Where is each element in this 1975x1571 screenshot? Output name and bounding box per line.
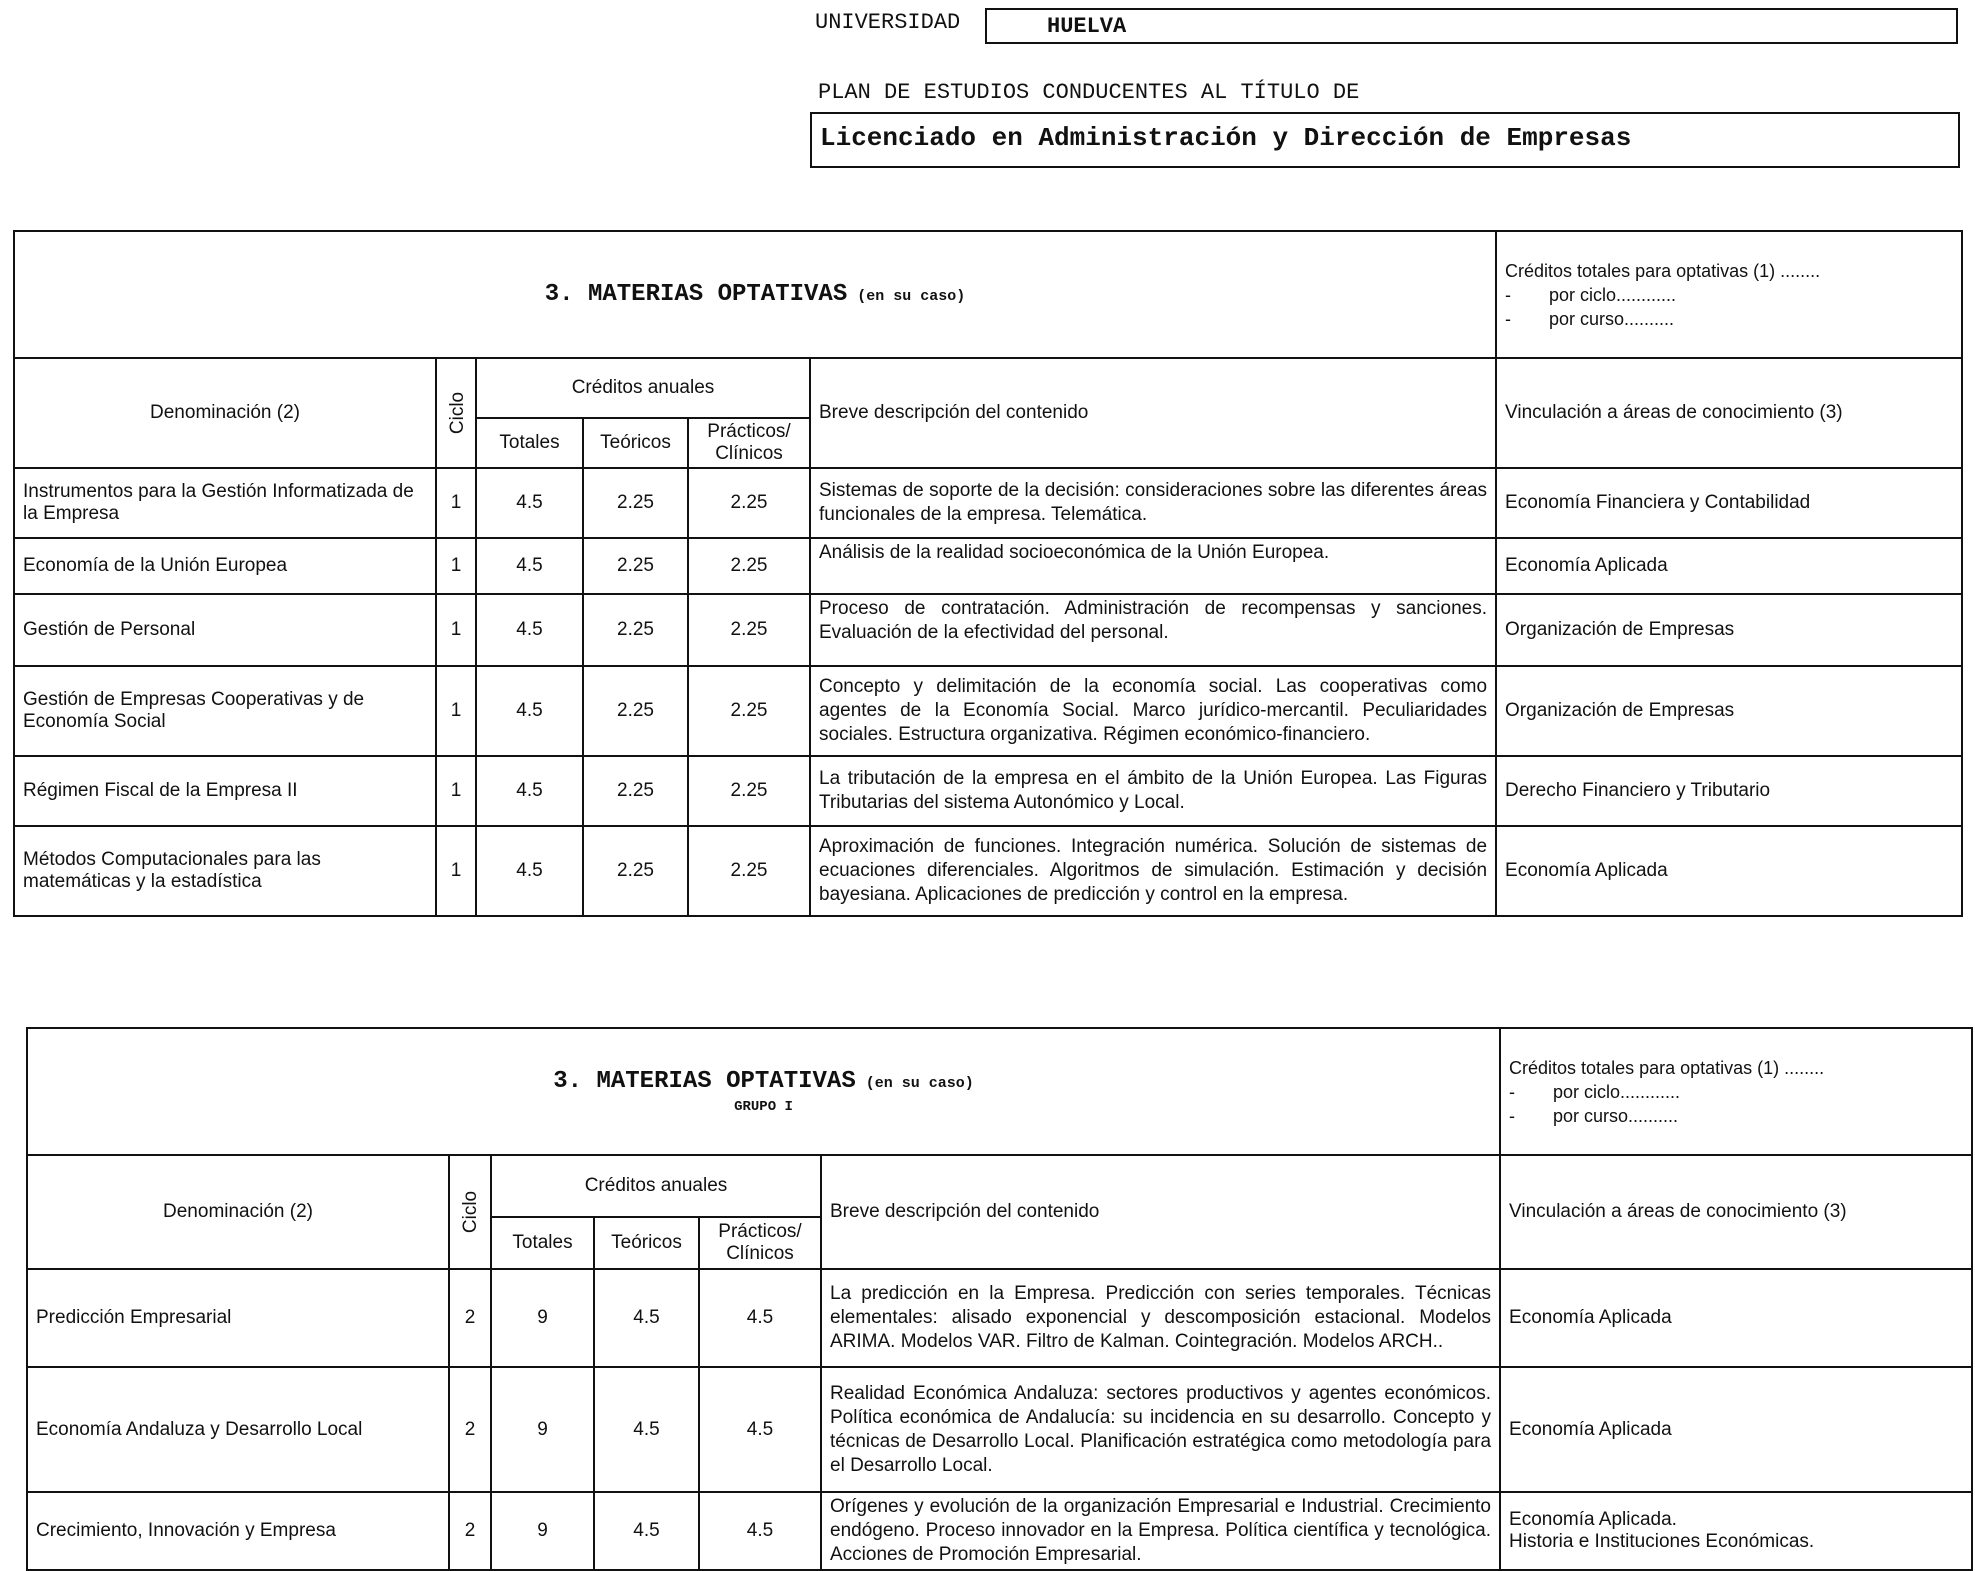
por-ciclo-line: por ciclo............: [1549, 284, 1677, 305]
col-vinculacion: Vinculación a áreas de conocimiento (3): [1496, 358, 1962, 468]
practicos-cell: 2.25: [688, 594, 810, 666]
teoricos-cell: 2.25: [583, 826, 688, 916]
ciclo-cell: 1: [436, 594, 476, 666]
section-title-cell: [27, 1028, 1500, 1155]
ciclo-cell: 1: [436, 538, 476, 594]
area-line: Economía Aplicada: [1509, 1418, 1672, 1440]
col-ciclo-label: Ciclo: [460, 1190, 482, 1234]
col-practicos: Prácticos/ Clínicos: [699, 1217, 821, 1269]
descripcion-cell: Sistemas de soporte de la decisión: consideraciones sobre las diferentes áreas funcionales de la empresa. Telemática.: [810, 468, 1496, 538]
por-ciclo-line: por ciclo............: [1553, 1081, 1681, 1102]
por-curso-line: por curso..........: [1553, 1105, 1679, 1126]
ciclo-cell: 2: [449, 1269, 491, 1367]
totales-cell: 9: [491, 1367, 594, 1492]
plan-label: PLAN DE ESTUDIOS CONDUCENTES AL TÍTULO DE: [818, 80, 1360, 105]
area-line-2: Historia e Instituciones Económicas.: [1509, 1531, 1815, 1552]
practicos-cell: 2.25: [688, 468, 810, 538]
practicos-cell: 2.25: [688, 666, 810, 756]
por-curso-line: por curso..........: [1549, 308, 1675, 329]
denominacion-cell: Gestión de Personal: [14, 594, 436, 666]
creditos-totales-cell: Créditos totales para optativas (1) ........ - por ciclo............ - por curso..........: [1496, 231, 1962, 358]
col-teoricos: Teóricos: [594, 1217, 699, 1269]
practicos-cell: 2.25: [688, 756, 810, 826]
area-cell: [1500, 1269, 1972, 1367]
table-row: [27, 1492, 1972, 1570]
creditos-totales-line: Créditos totales para optativas (1) ........: [1509, 1057, 1825, 1078]
section-title: 3. MATERIAS OPTATIVAS: [553, 1068, 856, 1095]
teoricos-cell: 2.25: [583, 756, 688, 826]
teoricos-cell: 4.5: [594, 1367, 699, 1492]
practicos-cell: 4.5: [699, 1269, 821, 1367]
area-cell: [1500, 1367, 1972, 1492]
col-creditos-anuales: Créditos anuales: [476, 358, 810, 418]
totales-cell: 4.5: [476, 468, 583, 538]
universidad-value: HUELVA: [1047, 14, 1127, 39]
ciclo-cell: 1: [436, 756, 476, 826]
table-row: [14, 468, 1962, 538]
universidad-label: UNIVERSIDAD: [815, 10, 961, 35]
practicos-cell: 4.5: [699, 1492, 821, 1570]
area-cell: Derecho Financiero y Tributario: [1496, 756, 1962, 826]
descripcion-cell: La predicción en la Empresa. Predicción con series temporales. Técnicas elementales: alisado exponencial y descomposición estacional. Modelos ARIMA. Modelos VAR. Filtro de Kalman. Cointegración. Modelos ARCH..: [821, 1269, 1500, 1367]
totales-cell: 9: [491, 1492, 594, 1570]
descripcion-cell: Aproximación de funciones. Integración numérica. Solución de sistemas de ecuaciones diferenciales. Algoritmos de simulación. Estimación y decisión bayesiana. Aplicaciones de predicción y control en la empresa.: [810, 826, 1496, 916]
descripcion-cell: Realidad Económica Andaluza: sectores productivos y agentes económicos. Política económica de Andalucía: su incidencia en su desarrollo. Concepto y técnicas de Desarrollo Local. Planificación estratégica como metodología para el Desarrollo Local.: [821, 1367, 1500, 1492]
descripcion-cell: Proceso de contratación. Administración de recompensas y sanciones. Evaluación de la efectividad del personal.: [810, 594, 1496, 666]
table-row: [14, 756, 1962, 826]
area-cell: Organización de Empresas: [1496, 594, 1962, 666]
table-row: [14, 826, 1962, 916]
section-subtitle: (en su caso): [857, 288, 966, 305]
table-row: [14, 666, 1962, 756]
area-cell: Economía Financiera y Contabilidad: [1496, 468, 1962, 538]
teoricos-cell: 2.25: [583, 666, 688, 756]
col-totales: Totales: [491, 1217, 594, 1269]
section-subtitle: (en su caso): [865, 1075, 974, 1092]
practicos-cell: 2.25: [688, 538, 810, 594]
section-title: 3. MATERIAS OPTATIVAS: [544, 281, 848, 308]
materias-optativas-table-1: [13, 230, 1963, 917]
table-row: [27, 1367, 1972, 1492]
denominacion-cell: Métodos Computacionales para las matemáticas y la estadística: [14, 826, 436, 916]
teoricos-cell: 4.5: [594, 1269, 699, 1367]
table-row: [14, 538, 1962, 594]
descripcion-cell: Orígenes y evolución de la organización Empresarial e Industrial. Crecimiento endógeno. Proceso innovador en la Empresa. Política científica y tecnológica. Acciones de Promoción Empresarial.: [821, 1492, 1500, 1570]
materias-optativas-table-2: [26, 1027, 1973, 1571]
teoricos-cell: 2.25: [583, 538, 688, 594]
totales-cell: 4.5: [476, 594, 583, 666]
ciclo-cell: 1: [436, 666, 476, 756]
col-denominacion: Denominación (2): [27, 1155, 449, 1269]
col-ciclo: [449, 1155, 491, 1269]
teoricos-cell: 4.5: [594, 1492, 699, 1570]
teoricos-cell: 2.25: [583, 468, 688, 538]
practicos-cell: 2.25: [688, 826, 810, 916]
col-creditos-anuales: Créditos anuales: [491, 1155, 821, 1217]
area-line: Economía Aplicada: [1509, 1307, 1672, 1328]
col-denominacion: Denominación (2): [14, 358, 436, 468]
descripcion-cell: Concepto y delimitación de la economía social. Las cooperativas como agentes de la Economía Social. Marco jurídico-mercantil. Peculiaridades sociales. Estructura organizativa. Régimen económico-financiero.: [810, 666, 1496, 756]
denominacion-cell: Instrumentos para la Gestión Informatizada de la Empresa: [14, 468, 436, 538]
area-cell: Organización de Empresas: [1496, 666, 1962, 756]
col-breve-descripcion: Breve descripción del contenido: [821, 1155, 1500, 1269]
totales-cell: 9: [491, 1269, 594, 1367]
ciclo-cell: 1: [436, 826, 476, 916]
col-vinculacion: Vinculación a áreas de conocimiento (3): [1500, 1155, 1972, 1269]
area-line: Economía Aplicada.: [1509, 1509, 1677, 1530]
ciclo-cell: 2: [449, 1367, 491, 1492]
table-row: [27, 1269, 1972, 1367]
creditos-totales-cell: Créditos totales para optativas (1) ........ - por ciclo............ - por curso..........: [1500, 1028, 1972, 1155]
col-ciclo-label: Ciclo: [447, 391, 469, 435]
ciclo-cell: 1: [436, 468, 476, 538]
totales-cell: 4.5: [476, 756, 583, 826]
universidad-box: [985, 8, 1958, 44]
area-cell: Economía Aplicada: [1496, 538, 1962, 594]
practicos-cell: 4.5: [699, 1367, 821, 1492]
area-cell: Economía Aplicada: [1496, 826, 1962, 916]
denominacion-cell: Crecimiento, Innovación y Empresa: [27, 1492, 449, 1570]
table-row: [14, 594, 1962, 666]
area-cell: [1500, 1492, 1972, 1570]
col-practicos: Prácticos/ Clínicos: [688, 418, 810, 468]
denominacion-cell: Economía Andaluza y Desarrollo Local: [27, 1367, 449, 1492]
denominacion-cell: Gestión de Empresas Cooperativas y de Economía Social: [14, 666, 436, 756]
teoricos-cell: 2.25: [583, 594, 688, 666]
denominacion-cell: Predicción Empresarial: [27, 1269, 449, 1367]
titulo-value: Licenciado en Administración y Dirección de Empresas: [820, 123, 1632, 153]
denominacion-cell: Economía de la Unión Europea: [14, 538, 436, 594]
descripcion-cell: La tributación de la empresa en el ámbito de la Unión Europea. Las Figuras Tributarias del sistema Autonómico y Local.: [810, 756, 1496, 826]
creditos-totales-line: Créditos totales para optativas (1) ........: [1505, 260, 1821, 281]
ciclo-cell: 2: [449, 1492, 491, 1570]
totales-cell: 4.5: [476, 538, 583, 594]
totales-cell: 4.5: [476, 826, 583, 916]
titulo-box: [810, 112, 1960, 168]
denominacion-cell: Régimen Fiscal de la Empresa II: [14, 756, 436, 826]
totales-cell: 4.5: [476, 666, 583, 756]
grupo-label: GRUPO I: [734, 1099, 793, 1115]
col-teoricos: Teóricos: [583, 418, 688, 468]
descripcion-cell: Análisis de la realidad socioeconómica de la Unión Europea.: [810, 538, 1496, 594]
col-ciclo: [436, 358, 476, 468]
section-title-cell: [14, 231, 1496, 358]
col-breve-descripcion: Breve descripción del contenido: [810, 358, 1496, 468]
col-totales: Totales: [476, 418, 583, 468]
